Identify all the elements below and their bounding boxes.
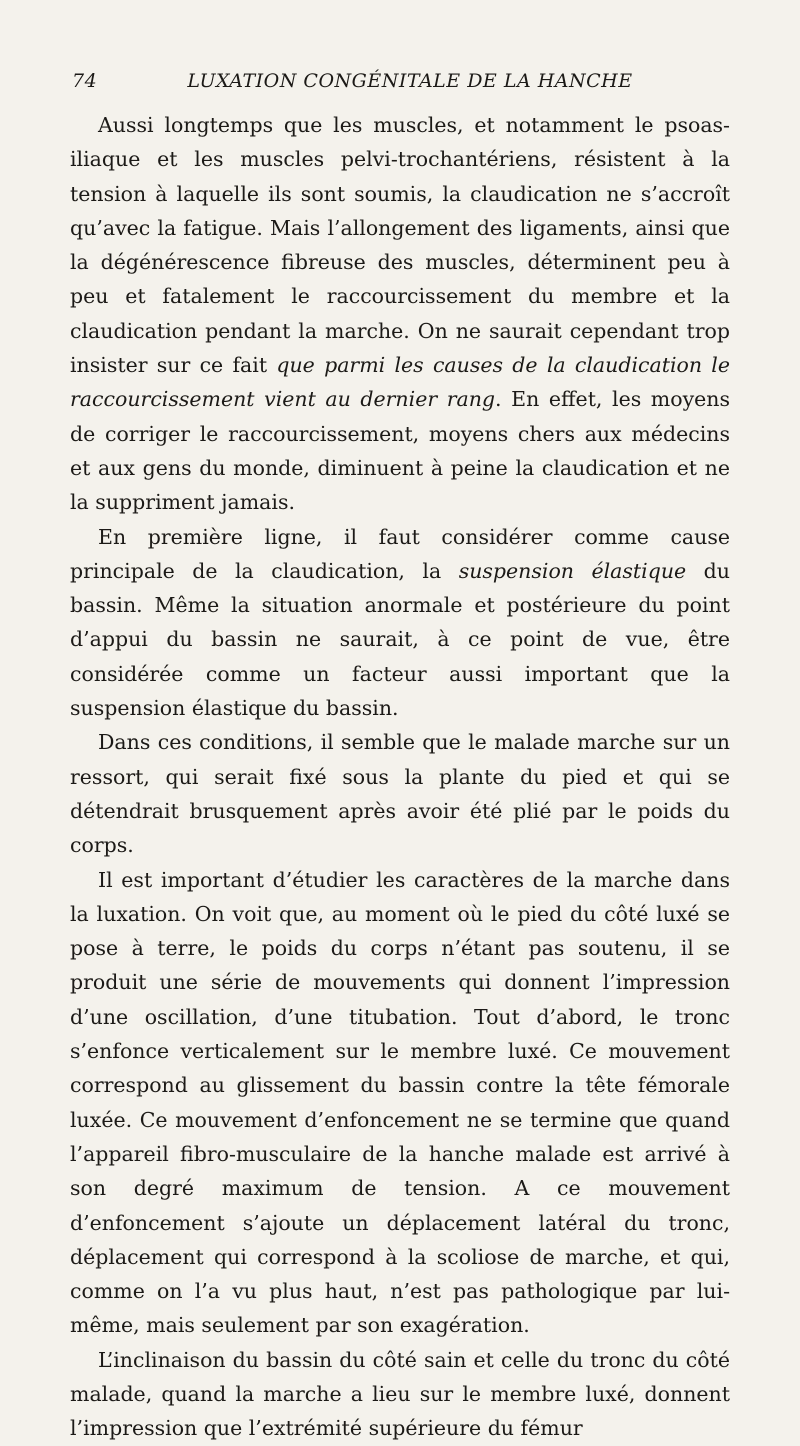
paragraph [70,1343,730,1446]
paragraph [70,863,730,1343]
page-number: 74 [72,70,98,92]
paragraph [70,520,730,726]
text-run: En première ligne, il faut considérer comme cause principale de la claudication, la [70,524,730,583]
body-text [70,108,730,1446]
text-run: . En effet, les moyens de corriger le raccourcissement, moyens chers aux médecins et aux gens du monde, diminuent à peine la claudication et ne la suppriment jamais. [70,387,730,515]
running-head [72,70,728,100]
italic-text-run: suspension élastique [458,558,687,583]
running-title: LUXATION CONGÉNITALE DE LA HANCHE [187,70,633,92]
italic-text-run: que parmi les causes de la claudication le raccourcissement vient au dernier rang [70,353,730,412]
text-run: Dans ces conditions, il semble que le malade marche sur un ressort, qui serait fixé sous la plante du pied et qui se détendrait brusquement après avoir été plié par le poids du corps. [70,730,730,858]
text-run: Aussi longtemps que les muscles, et notamment le psoas-iliaque et les muscles pelvi-trochantériens, résistent à la tension à laquelle ils sont soumis, la claudication ne s’accroît qu’avec la fatigue. Mais l’allongement des ligaments, ainsi que la dégénérescence fibreuse des muscles, déterminent peu à peu et fatalement le raccourcissement du membre et la claudication pendant la marche. On ne saurait cependant trop insister sur ce fait [70,113,730,378]
text-run: Il est important d’étudier les caractères de la marche dans la luxation. On voit que, au moment où le pied du côté luxé se pose à terre, le poids du corps n’étant pas soutenu, il se produit une série de mouvements qui donnent l’impression d’une oscillation, d’une titubation. Tout d’abord, le tronc s’enfonce verticalement sur le membre luxé. Ce mouvement correspond au glissement du bassin contre la tête fémorale luxée. Ce mouvement d’enfoncement ne se termine que quand l’appareil fibro-musculaire de la hanche malade est arrivé à son degré maximum de tension. A ce mouvement d’enfoncement s’ajoute un déplacement latéral du tronc, déplacement qui correspond à la scoliose de marche, et qui, comme on l’a vu plus haut, n’est pas pathologique par lui-même, mais seulement par son exagération. [70,867,730,1338]
text-run: du bassin. Même la situation anormale et postérieure du point d’appui du bassin ne saurait, à ce point de vue, être considérée comme un facteur aussi important que la suspension élastique du bassin. [70,558,730,721]
paragraph [70,725,730,862]
text-run: L’inclinaison du bassin du côté sain et celle du tronc du côté malade, quand la marche a lieu sur le membre luxé, donnent l’impression que l’extrémité supérieure du fémur [70,1347,730,1441]
paragraph [70,108,730,520]
